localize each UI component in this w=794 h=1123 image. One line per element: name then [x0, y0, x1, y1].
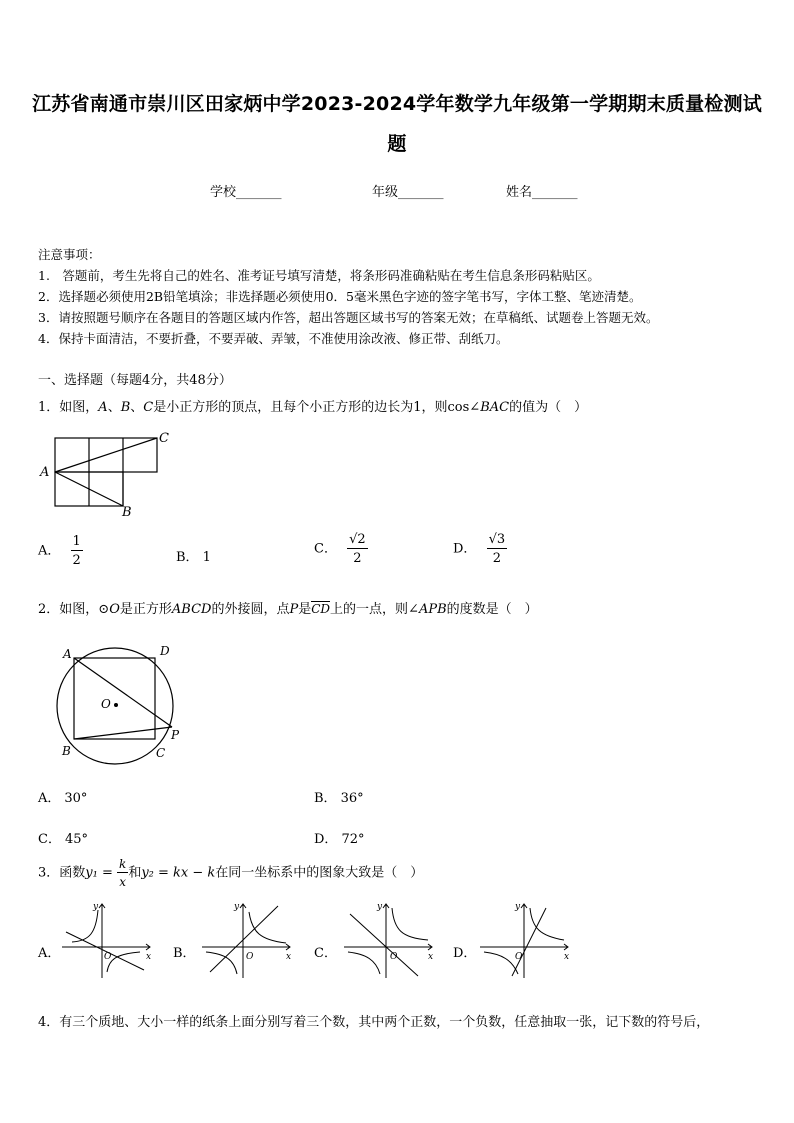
- svg-text:O: O: [515, 952, 523, 962]
- name-field[interactable]: 姓名_______: [506, 185, 578, 200]
- notice-heading: 注意事项：: [38, 247, 101, 262]
- q3-graph-a[interactable]: [60, 900, 155, 980]
- svg-text:O: O: [246, 952, 254, 962]
- question-3-stem: 3．函数y₁ = $\frac{k}{x}$ 和y₂ = kx − k在同一坐标系中的图象大致是（ ）: [38, 857, 424, 889]
- svg-text:x: x: [146, 952, 152, 962]
- school-field[interactable]: 学校_______: [210, 185, 282, 200]
- notice-item-1: 1. 答题前，考生先将自己的姓名、准考证号填写清楚，将条形码准确粘贴在考生信息条形码粘贴区。: [38, 268, 600, 283]
- q3-option-a-label[interactable]: A．: [38, 946, 61, 961]
- q1-label-c: C: [159, 431, 169, 446]
- q3-option-d-label[interactable]: D．: [453, 946, 477, 961]
- question-4-stem: 4．有三个质地、大小一样的纸条上面分别写着三个数，其中两个正数，一个负数，任意抽取一张，记下数的符号后，: [38, 1015, 710, 1030]
- svg-text:y: y: [377, 902, 383, 912]
- q2-option-d[interactable]: D． 72°: [314, 832, 365, 847]
- svg-text:O: O: [104, 952, 112, 962]
- svg-text:x: x: [564, 952, 570, 962]
- q2-label-b: B: [62, 744, 71, 758]
- question-1-figure: [38, 424, 178, 519]
- q2-label-p: P: [171, 728, 180, 742]
- document-title-line2: 题: [387, 133, 407, 155]
- grade-field[interactable]: 年级_______: [372, 185, 444, 200]
- svg-text:O: O: [390, 952, 398, 962]
- q1-option-c[interactable]: C． $\frac{√2}{2}$: [314, 532, 366, 566]
- svg-text:y: y: [515, 902, 521, 912]
- q1-option-a[interactable]: A． $\frac{1}{2}$: [38, 534, 81, 568]
- q1-label-b: B: [122, 505, 132, 519]
- q2-label-a: A: [63, 647, 72, 661]
- svg-text:y: y: [93, 902, 99, 912]
- question-1-stem: 1．如图，A、B、C是小正方形的顶点，且每个小正方形的边长为1，则cos∠BAC的值为（ ）: [38, 400, 588, 415]
- q2-label-c: C: [156, 746, 166, 760]
- svg-text:y: y: [234, 902, 240, 912]
- notice-item-2: 2．选择题必须使用2B铅笔填涂；非选择题必须使用0．5毫米黑色字迹的签字笔书写，字体工整、笔迹清楚。: [38, 289, 642, 304]
- q3-graph-c[interactable]: [342, 900, 437, 980]
- q2-option-b[interactable]: B． 36°: [314, 791, 364, 806]
- q2-label-d: D: [160, 644, 170, 658]
- notice-item-3: 3．请按照题号顺序在各题目的答题区域内作答，超出答题区域书写的答案无效；在草稿纸、试题卷上答题无效。: [38, 310, 659, 325]
- q3-option-b-label[interactable]: B．: [173, 946, 196, 961]
- q2-option-a[interactable]: A． 30°: [38, 791, 88, 806]
- q1-option-d[interactable]: D． $\frac{√3}{2}$: [453, 532, 506, 566]
- notice-item-4: 4．保持卡面清洁，不要折叠，不要弄破、弄皱，不准使用涂改液、修正带、刮纸刀。: [38, 331, 509, 346]
- q3-option-c-label[interactable]: C．: [314, 946, 337, 961]
- svg-text:x: x: [428, 952, 434, 962]
- question-2-figure: [54, 643, 189, 768]
- question-2-stem: 2．如图，⊙O是正方形ABCD的外接圆，点P是CD上的一点，则∠APB的度数是（ ）: [38, 602, 538, 617]
- svg-text:x: x: [286, 952, 292, 962]
- q1-option-b[interactable]: B． 1: [176, 550, 211, 565]
- q2-option-c[interactable]: C． 45°: [38, 832, 88, 847]
- q2-label-o: O: [101, 697, 111, 711]
- document-title-line1: 江苏省南通市崇川区田家炳中学2023-2024学年数学九年级第一学期期末质量检测试: [32, 93, 762, 115]
- q3-graph-b[interactable]: [200, 900, 295, 980]
- q1-label-a: A: [40, 465, 50, 480]
- section-heading: 一、选择题（每题4分，共48分）: [38, 373, 232, 388]
- q3-graph-d[interactable]: [478, 900, 573, 980]
